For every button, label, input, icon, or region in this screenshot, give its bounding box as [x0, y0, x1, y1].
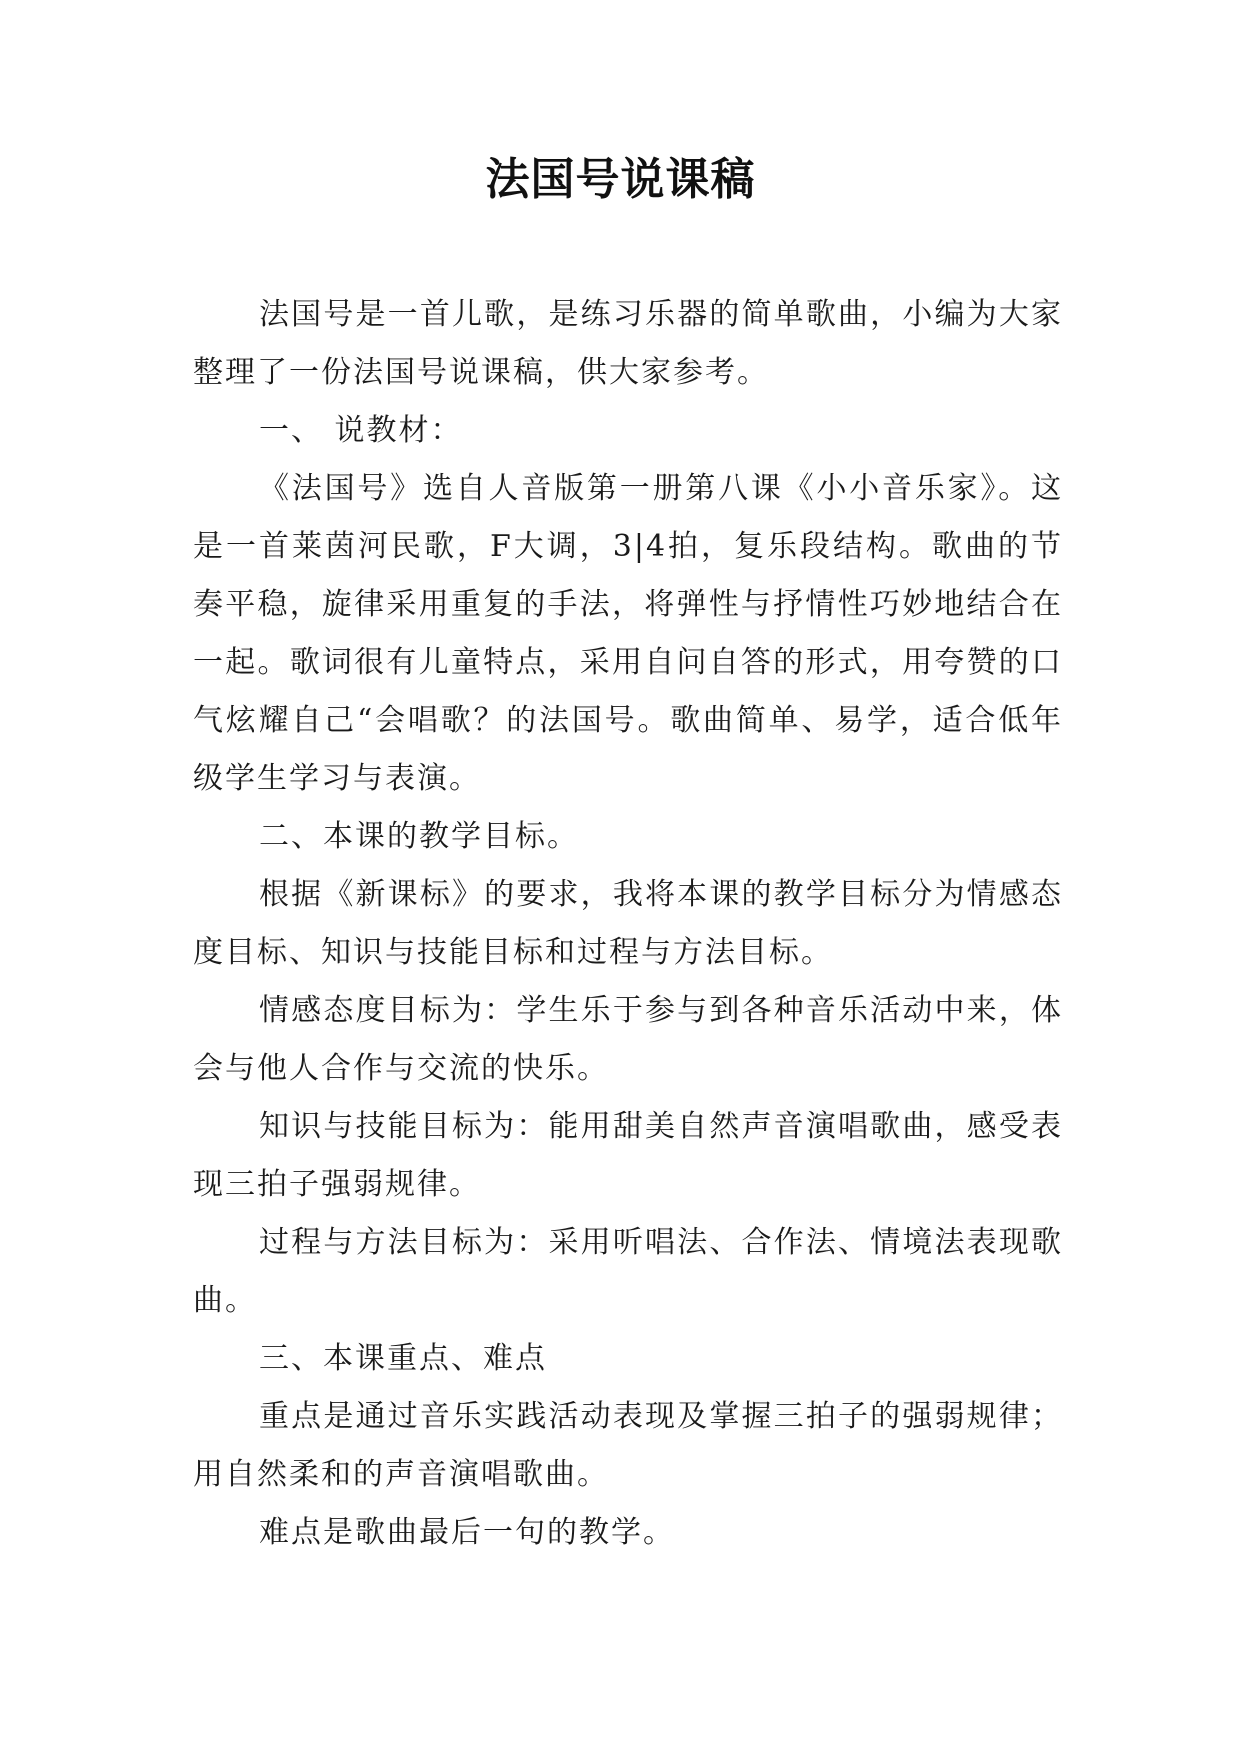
- heading-section-2: 二、本课的教学目标。: [259, 819, 579, 854]
- paragraph-goal-knowledge: 知识与技能目标为：能用甜美自然声音演唱歌曲，感受表现三拍子强弱规律。: [193, 1109, 1063, 1202]
- paragraph-textbook: 《法国号》选自人音版第一册第八课《小小音乐家》。这是一首莱茵河民歌，F大调，3|4拍，复乐段结构。歌曲的节奏平稳，旋律采用重复的手法，将弹性与抒情性巧妙地结合在一起。歌词很有儿童特点，采用自问自答的形式，用夸赞的口气炫耀自己“会唱歌？的法国号。歌曲简单、易学，适合低年级学生学习与表演。: [193, 471, 1063, 796]
- heading-section-1: 一、 说教材：: [259, 413, 463, 448]
- paragraph-goals-overview: 根据《新课标》的要求，我将本课的教学目标分为情感态度目标、知识与技能目标和过程与方法目标。: [193, 877, 1063, 970]
- paragraph-key-point: 重点是通过音乐实践活动表现及掌握三拍子的强弱规律；用自然柔和的声音演唱歌曲。: [193, 1399, 1063, 1492]
- paragraph-difficulty: 难点是歌曲最后一句的教学。: [259, 1515, 675, 1550]
- document-title: 法国号说课稿: [485, 154, 756, 205]
- paragraph-intro: 法国号是一首儿歌，是练习乐器的简单歌曲，小编为大家整理了一份法国号说课稿，供大家参考。: [193, 297, 1063, 390]
- heading-section-3: 三、本课重点、难点: [259, 1341, 547, 1376]
- paragraph-goal-emotion: 情感态度目标为：学生乐于参与到各种音乐活动中来，体会与他人合作与交流的快乐。: [193, 993, 1063, 1086]
- document-body: [193, 286, 1063, 1562]
- paragraph-goal-process: 过程与方法目标为：采用听唱法、合作法、情境法表现歌曲。: [193, 1225, 1063, 1318]
